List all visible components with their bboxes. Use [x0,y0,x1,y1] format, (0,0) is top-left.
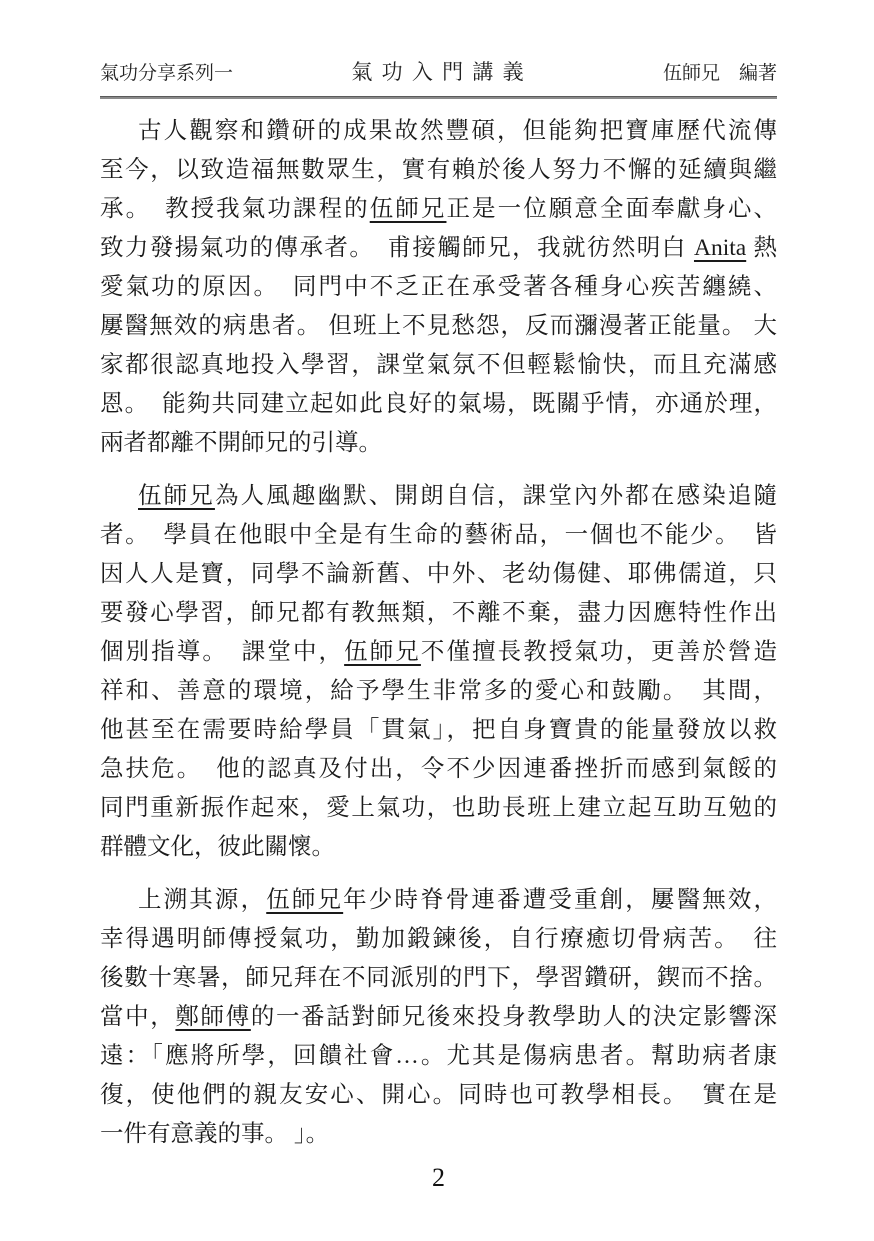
text-run: 他甚至在需要時給學員「貫氣」，把自身寶貴的能量發放以救 [100,717,777,743]
underlined-name: 伍師兄 [369,196,447,222]
text-line [100,959,777,998]
text-run: 正是一位願意全面奉獻身心、 [446,196,778,222]
text-line [100,424,777,463]
text-run: 為人風趣幽默、開朗自信，課堂內外都在感染追隨 [214,483,777,509]
header-document-title: 氣 功 入 門 講 義 [351,60,526,84]
paragraph [100,477,777,867]
page-number: 2 [432,1163,445,1192]
underlined-name: Anita [693,235,747,261]
text-run: 因人人是寶，同學不論新舊、中外、老幼傷健、耶佛儒道，只 [100,561,777,587]
text-line [100,516,777,555]
text-line [100,1037,777,1076]
underlined-name: 伍師兄 [266,887,344,913]
text-run: 復，使他們的親友安心、開心。同時也可教學相長。 實在是 [100,1082,777,1108]
text-run: 承。 教授我氣功課程的 [100,196,370,222]
text-line [100,307,777,346]
text-line [100,594,777,633]
text-run: 遠：「應將所學，回饋社會…。尤其是傷病患者。幫助病者康 [100,1043,777,1069]
text-line [100,920,777,959]
paragraph [100,112,777,463]
text-line [100,229,777,268]
text-line [100,633,777,672]
text-line [100,1115,777,1154]
text-line [100,828,777,867]
text-line [100,190,777,229]
text-run: 年少時脊骨連番遭受重創，屢醫無效， [343,887,778,913]
text-run: 熱 [746,235,778,261]
text-line [100,672,777,711]
text-run: 要發心學習，師兄都有教無類，不離不棄，盡力因應特性作出 [100,600,777,626]
underlined-name: 伍師兄 [138,483,215,509]
text-line [100,555,777,594]
text-run: 家都很認真地投入學習，課堂氣氛不但輕鬆愉快，而且充滿感 [100,352,777,378]
text-line [100,385,777,424]
text-run: 致力發揚氣功的傳承者。 甫接觸師兄，我就彷然明白 [100,235,694,261]
text-run: 不僅擅長教授氣功，更善於營造 [420,639,778,665]
text-run: 上溯其源， [138,887,267,913]
text-run: 的一番話對師兄後來投身教學助人的決定影響深 [250,1004,778,1030]
text-line [100,750,777,789]
text-line [100,711,777,750]
text-line [100,998,777,1037]
text-run: 急扶危。 他的認真及付出，令不少因連番挫折而感到氣餒的 [100,756,777,782]
text-run: 幸得遇明師傳授氣功，勤加鍛鍊後，自行療癒切骨病苦。 往 [100,926,777,952]
text-run: 群體文化，彼此關懷。 [100,834,335,860]
text-line [100,151,777,190]
text-run: 至今，以致造福無數眾生，實有賴於後人努力不懈的延續與繼 [100,157,777,183]
text-run: 一件有意義的事。 」。 [100,1121,330,1147]
underlined-name: 伍師兄 [344,639,421,665]
text-line [100,112,777,151]
text-run: 後數十寒暑，師兄拜在不同派別的門下，學習鑽研，鍥而不捨。 [100,965,777,991]
document-body [100,112,777,1154]
text-line [100,881,777,920]
text-run: 者。 學員在他眼中全是有生命的藝術品，一個也不能少。 皆 [100,522,777,548]
text-run: 屢醫無效的病患者。 但班上不見愁怨，反而瀰漫著正能量。 大 [100,313,777,339]
text-run: 同門重新振作起來，愛上氣功，也助長班上建立起互助互勉的 [100,795,777,821]
text-run: 愛氣功的原因。 同門中不乏正在承受著各種身心疾苦纏繞、 [100,274,777,300]
page-header [100,58,777,88]
text-run: 兩者都離不開師兄的引導。 [100,430,382,456]
text-line [100,789,777,828]
header-rule [100,96,777,99]
text-line [100,268,777,307]
header-author: 伍師兄 編著 [662,63,777,84]
text-run: 古人觀察和鑽研的成果故然豐碩，但能夠把寶庫歷代流傳 [138,118,777,144]
text-line [100,477,777,516]
paragraph [100,881,777,1154]
text-line [100,1076,777,1115]
text-line [100,346,777,385]
text-run: 祥和、善意的環境，給予學生非常多的愛心和鼓勵。 其間， [100,678,777,704]
text-run: 當中， [100,1004,176,1030]
underlined-name: 鄭師傅 [175,1004,251,1030]
header-series-title: 氣功分享系列一 [100,63,234,84]
text-run: 恩。 能夠共同建立起如此良好的氣場，既關乎情，亦通於理， [100,391,777,417]
page-footer [100,1163,777,1193]
text-run: 個別指導。 課堂中， [100,639,345,665]
